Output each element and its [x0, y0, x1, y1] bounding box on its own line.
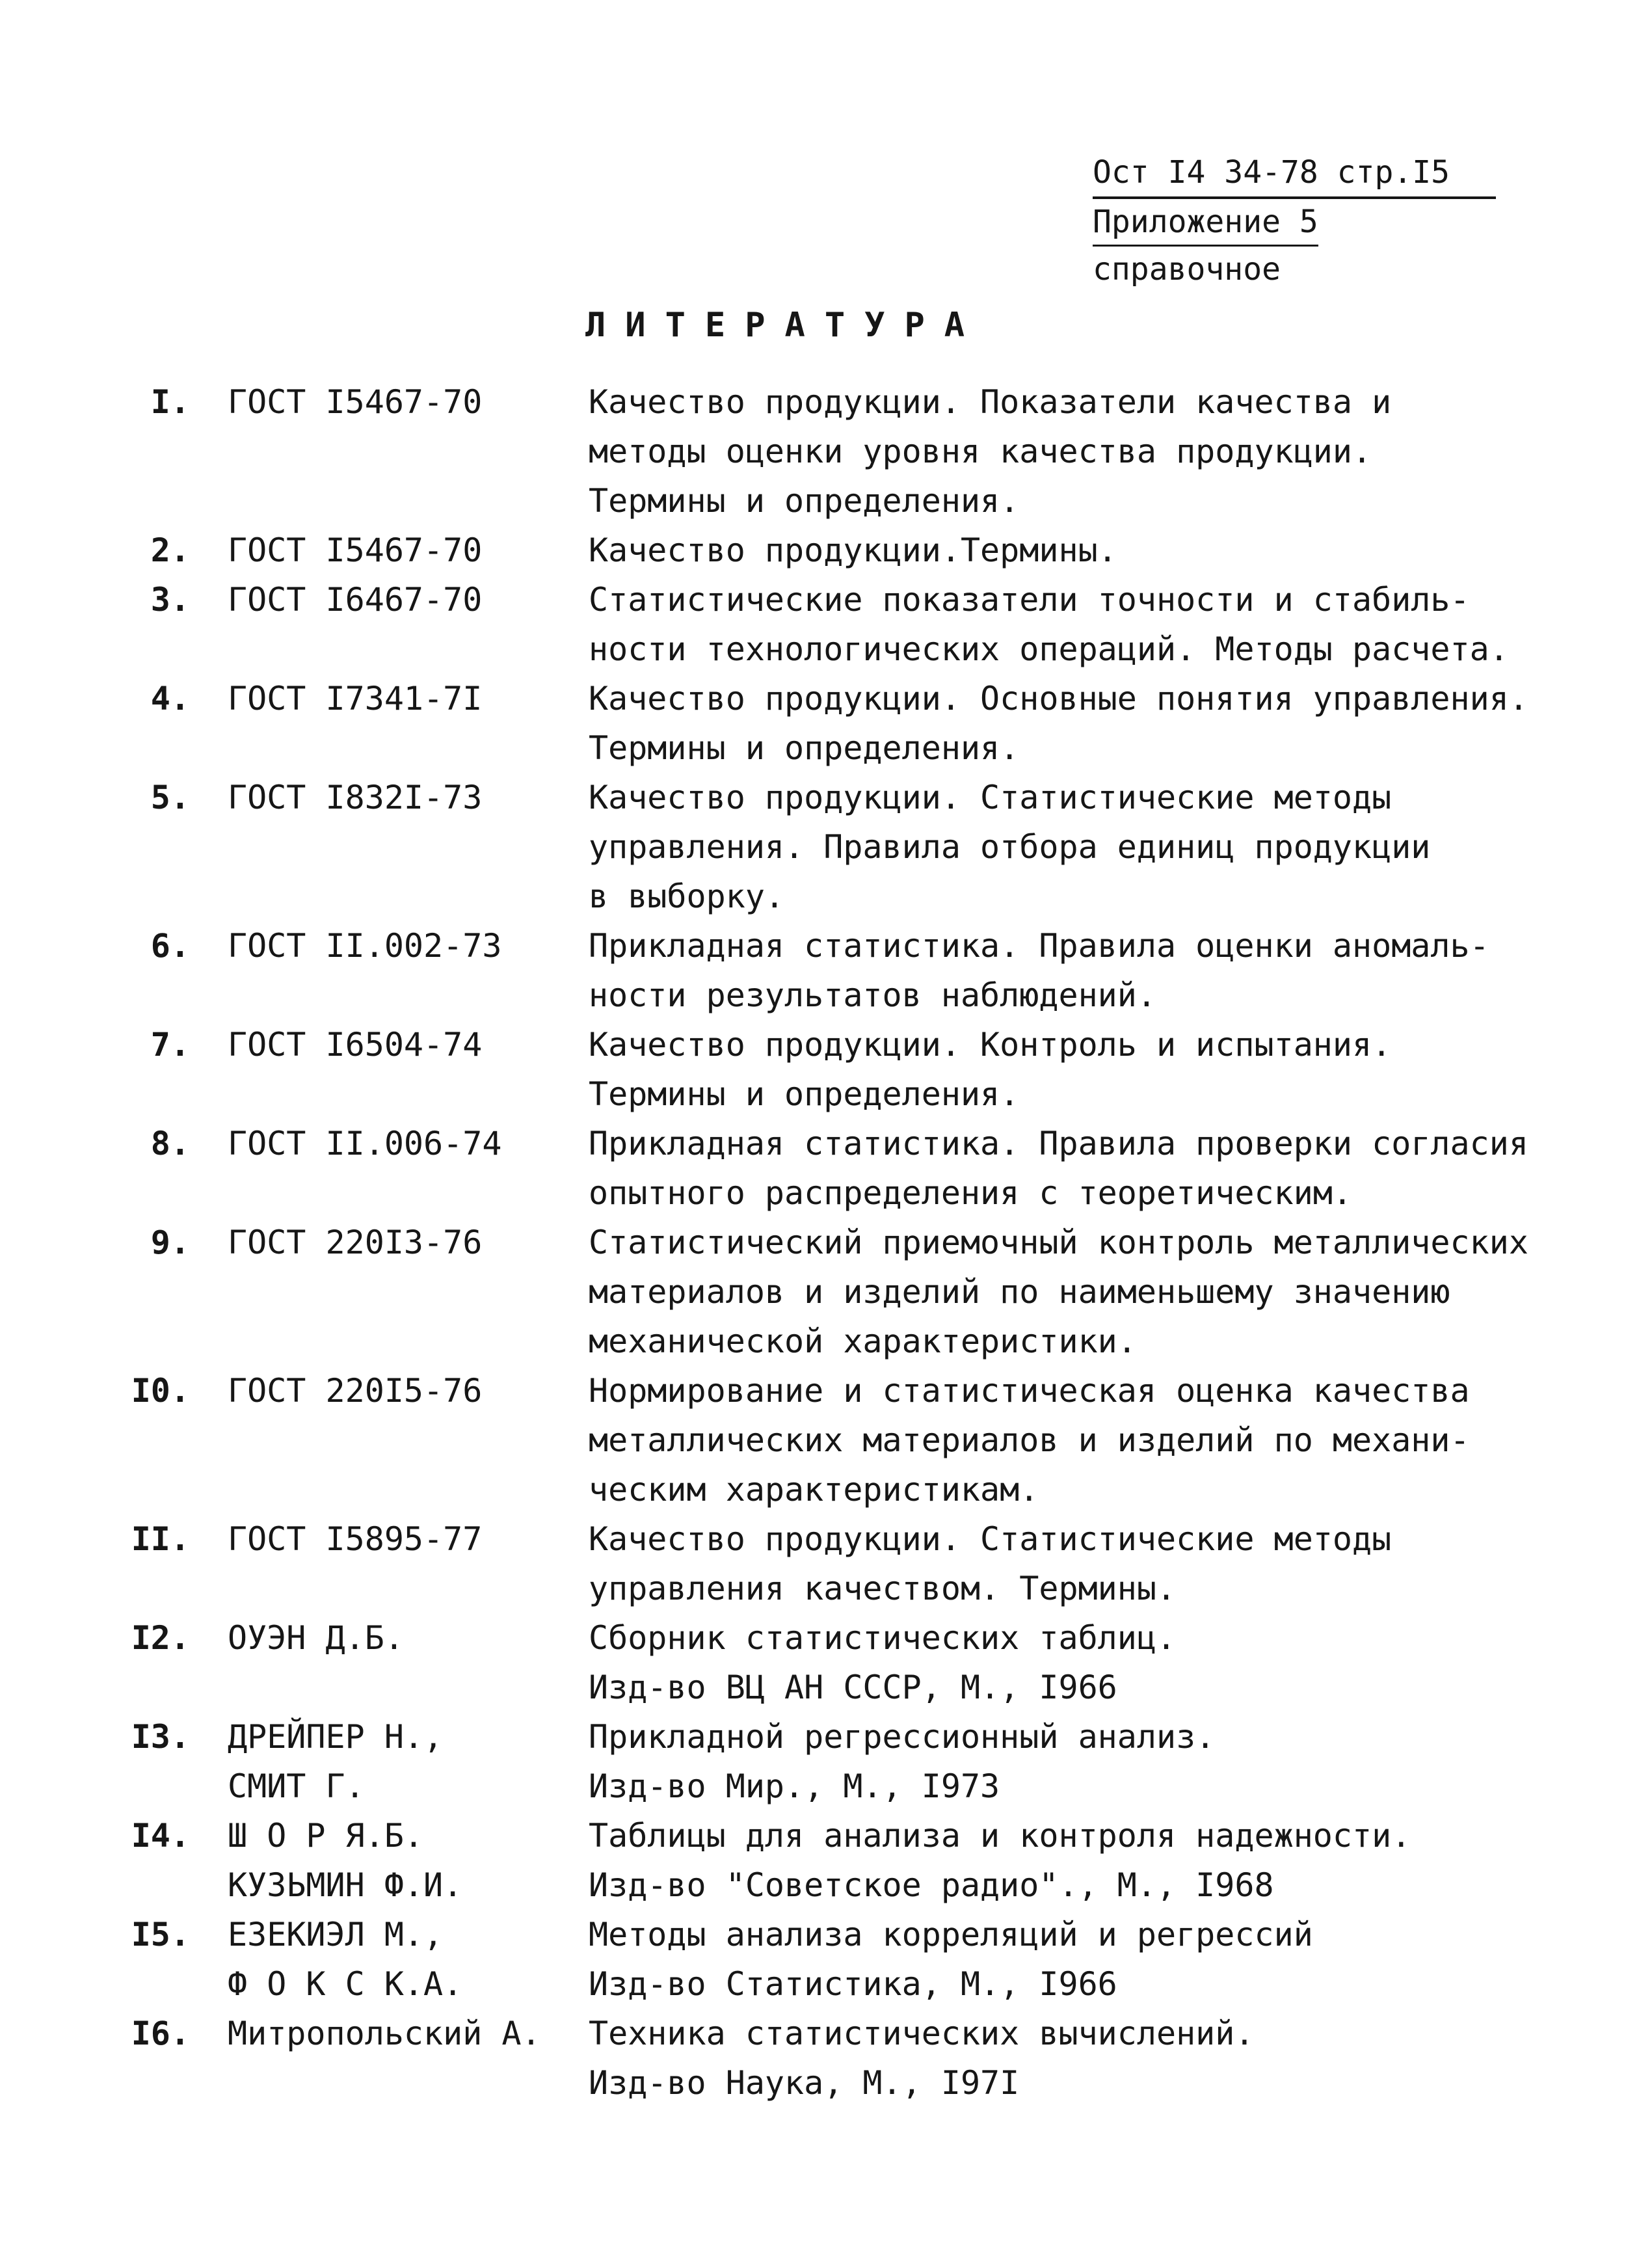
description-line: Изд-во "Советское радио"., М., I968 [589, 1866, 1274, 1904]
description-line: Термины и определения. [589, 729, 1020, 767]
description-line: Статистические показатели точности и стабиль- [589, 581, 1470, 619]
entry-number: I3. [131, 1718, 190, 1756]
description-line: Прикладная статистика. Правила проверки согласия [589, 1125, 1528, 1162]
description-line: Прикладной регрессионный анализ. [589, 1718, 1216, 1756]
reference-entry [0, 1712, 1652, 1811]
entry-description [589, 674, 1616, 773]
description-line: Техника статистических вычислений. [589, 2015, 1255, 2052]
entry-reference [228, 377, 566, 427]
entry-number: II. [131, 1520, 190, 1558]
entry-description [589, 526, 1616, 575]
entry-reference [228, 1020, 566, 1069]
entry-reference [228, 1514, 566, 1564]
description-line: Качество продукции. Основные понятия управления. [589, 680, 1528, 718]
reference-entry [0, 1613, 1652, 1712]
description-line: Качество продукции.Термины. [589, 531, 1117, 569]
appendix-label: Приложение 5 [1093, 199, 1318, 247]
description-line: Сборник статистических таблиц. [589, 1619, 1177, 1657]
description-line: Статистический приемочный контроль металлических [589, 1224, 1528, 1261]
description-line: ности результатов наблюдений. [589, 976, 1156, 1014]
description-line: Методы анализа корреляций и регрессий [589, 1916, 1313, 1953]
reference-entry [0, 2009, 1652, 2108]
description-line: механической характеристики. [589, 1322, 1137, 1360]
entry-number: 8. [150, 1125, 190, 1162]
description-line: Изд-во Наука, М., I97I [589, 2064, 1020, 2102]
reference-line: ГОСТ I5467-70 [228, 531, 483, 569]
entry-number: 5. [150, 779, 190, 816]
standard-designation: Ост I4 34-78 стр.I5 [1093, 150, 1496, 199]
reference-line: ГОСТ 220I3-76 [228, 1224, 483, 1261]
description-line: Прикладная статистика. Правила оценки аномаль- [589, 927, 1489, 965]
reference-line: КУЗЬМИН Ф.И. [228, 1866, 463, 1904]
entry-number: 6. [150, 927, 190, 965]
entry-reference [228, 1218, 566, 1267]
reference-line: ГОСТ I6467-70 [228, 581, 483, 619]
description-line: Изд-во Статистика, М., I966 [589, 1965, 1117, 2003]
entry-reference [228, 575, 566, 624]
entry-number: 2. [150, 531, 190, 569]
entry-number: 3. [150, 581, 190, 619]
reference-line: Ф О К С К.А. [228, 1965, 463, 2003]
entry-reference [228, 674, 566, 723]
description-line: Качество продукции. Контроль и испытания. [589, 1026, 1392, 1064]
reference-line: ГОСТ I5895-77 [228, 1520, 483, 1558]
description-line: в выборку. [589, 878, 785, 915]
reference-line: ОУЭН Д.Б. [228, 1619, 404, 1657]
entry-description [589, 1514, 1616, 1613]
entry-number: 9. [150, 1224, 190, 1261]
reference-line: ГОСТ 220I5-76 [228, 1372, 483, 1410]
entry-description [589, 921, 1616, 1020]
entry-description [589, 1811, 1616, 1910]
entry-description [589, 1366, 1616, 1514]
reference-entry [0, 575, 1652, 674]
description-line: Нормирование и статистическая оценка качества [589, 1372, 1470, 1410]
entry-description [589, 1613, 1616, 1712]
description-line: Изд-во ВЦ АН СССР, М., I966 [589, 1669, 1117, 1706]
description-line: методы оценки уровня качества продукции. [589, 433, 1372, 470]
reference-line: ЕЗЕКИЭЛ М., [228, 1916, 444, 1953]
entry-description [589, 1910, 1616, 2009]
entry-reference [228, 773, 566, 822]
description-line: Термины и определения. [589, 482, 1020, 520]
page-header [1093, 150, 1496, 292]
entry-description [589, 377, 1616, 526]
description-line: опытного распределения с теоретическим. [589, 1174, 1352, 1212]
description-line: Качество продукции. Статистические методы [589, 779, 1392, 816]
entry-reference [228, 1712, 566, 1811]
entry-description [589, 1119, 1616, 1218]
reference-entry [0, 1910, 1652, 2009]
entry-reference [228, 526, 566, 575]
entry-number: 7. [150, 1026, 190, 1064]
reference-line: ГОСТ I5467-70 [228, 383, 483, 421]
entry-number: I. [150, 383, 190, 421]
reference-entry [0, 773, 1652, 921]
reference-line: ГОСТ I6504-74 [228, 1026, 483, 1064]
description-line: управления. Правила отбора единиц продукции [589, 828, 1431, 866]
entry-reference [228, 921, 566, 971]
description-line: Качество продукции. Статистические методы [589, 1520, 1392, 1558]
reference-line: ГОСТ I7341-7I [228, 680, 483, 718]
description-line: управления качеством. Термины. [589, 1570, 1177, 1607]
description-line: ческим характеристикам. [589, 1471, 1039, 1509]
reference-entry [0, 1119, 1652, 1218]
reference-entry [0, 921, 1652, 1020]
entry-reference [228, 1811, 566, 1910]
reference-line: СМИТ Г. [228, 1767, 365, 1805]
reference-entry [0, 1218, 1652, 1366]
reference-entry [0, 674, 1652, 773]
page-title: ЛИТЕРАТУРА [585, 306, 985, 345]
description-line: ности технологических операций. Методы расчета. [589, 630, 1509, 668]
description-line: Качество продукции. Показатели качества и [589, 383, 1392, 421]
entry-reference [228, 1119, 566, 1168]
reference-entry [0, 1514, 1652, 1613]
reference-line: ГОСТ I832I-73 [228, 779, 483, 816]
entry-description [589, 773, 1616, 921]
entry-reference [228, 1613, 566, 1663]
reference-entry [0, 1366, 1652, 1514]
reference-entry [0, 526, 1652, 575]
description-line: металлических материалов и изделий по механи- [589, 1421, 1470, 1459]
entry-description [589, 1712, 1616, 1811]
reference-line: ГОСТ II.002-73 [228, 927, 502, 965]
description-line: Таблицы для анализа и контроля надежности. [589, 1817, 1411, 1855]
reference-entry [0, 1020, 1652, 1119]
appendix-type: справочное [1093, 251, 1281, 288]
description-line: Термины и определения. [589, 1075, 1020, 1113]
reference-line: Митропольский А. [228, 2015, 541, 2052]
entry-reference [228, 1910, 566, 2009]
entry-number: I4. [131, 1817, 190, 1855]
reference-line: ГОСТ II.006-74 [228, 1125, 502, 1162]
entry-description [589, 1218, 1616, 1366]
entry-reference [228, 2009, 566, 2058]
entry-description [589, 2009, 1616, 2108]
reference-entry [0, 377, 1652, 526]
reference-line: ДРЕЙПЕР Н., [228, 1718, 444, 1756]
reference-list [0, 377, 1652, 2108]
entry-number: I5. [131, 1916, 190, 1953]
description-line: Изд-во Мир., М., I973 [589, 1767, 1000, 1805]
entry-description [589, 1020, 1616, 1119]
entry-number: I0. [131, 1372, 190, 1410]
reference-line: Ш О Р Я.Б. [228, 1817, 424, 1855]
entry-number: I2. [131, 1619, 190, 1657]
reference-entry [0, 1811, 1652, 1910]
description-line: материалов и изделий по наименьшему значению [589, 1273, 1450, 1311]
entry-reference [228, 1366, 566, 1415]
entry-number: I6. [131, 2015, 190, 2052]
entry-number: 4. [150, 680, 190, 718]
entry-description [589, 575, 1616, 674]
